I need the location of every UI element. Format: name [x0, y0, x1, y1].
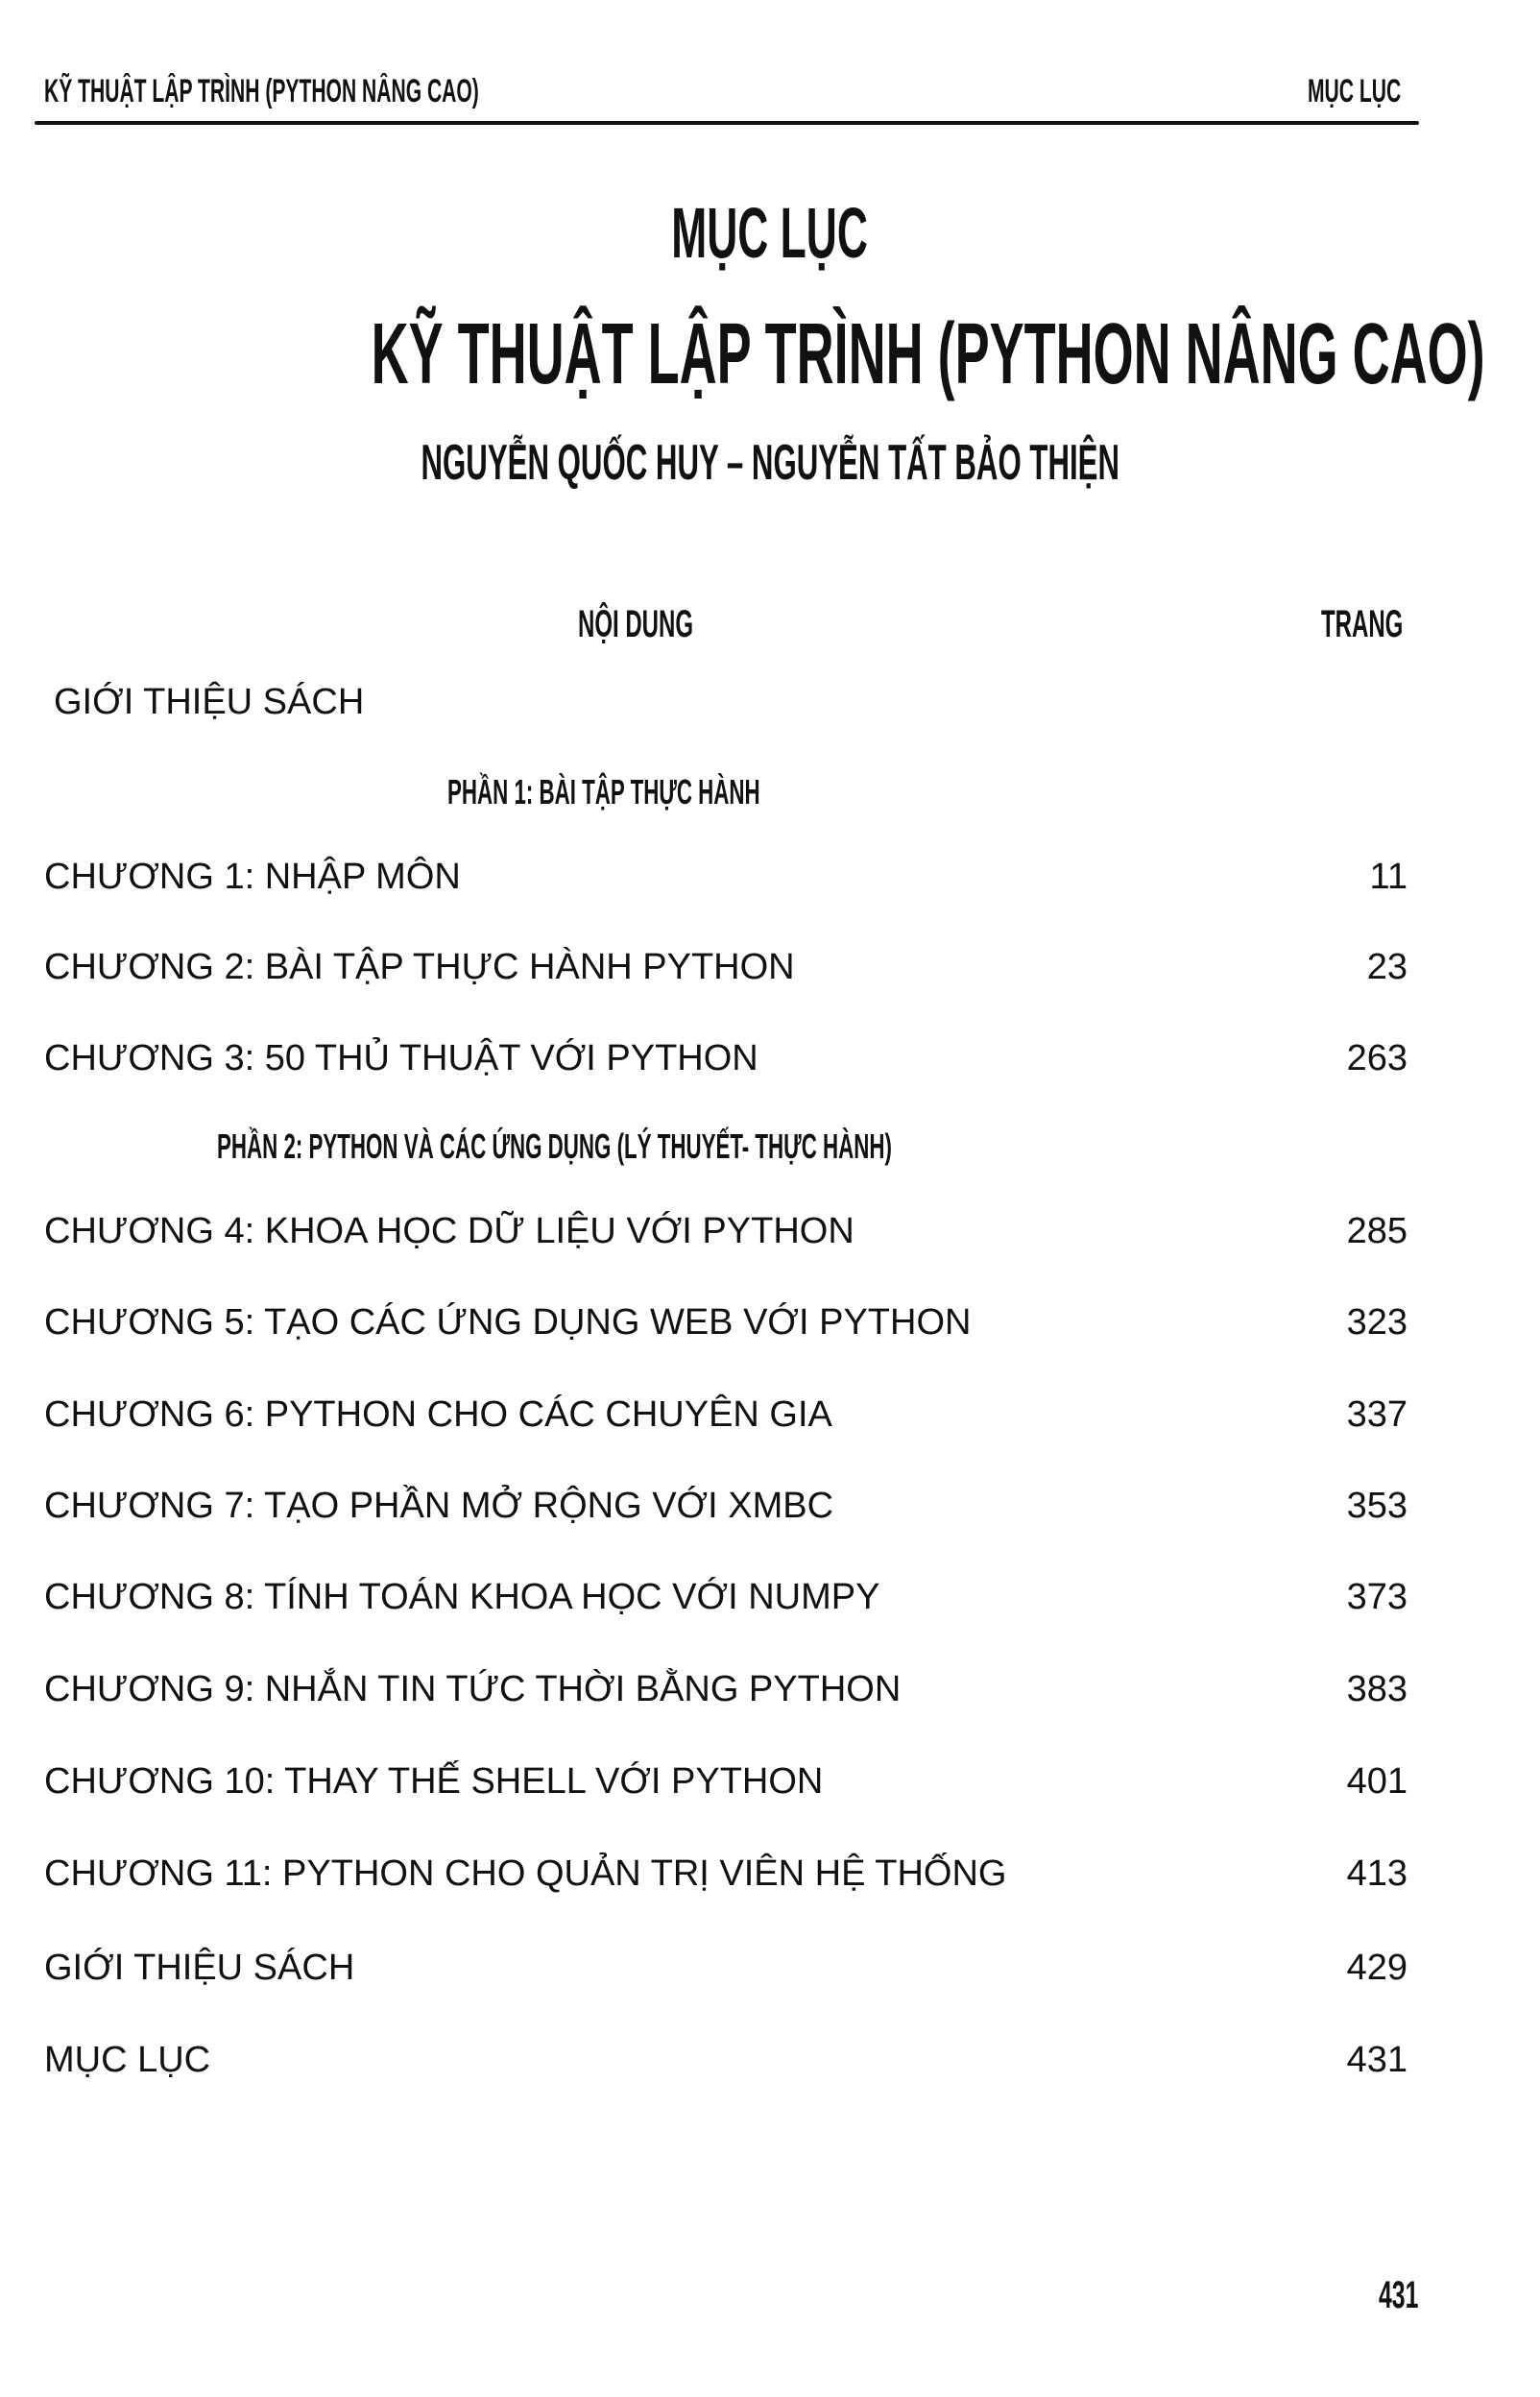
authors-text: NGUYỄN QUỐC HUY – NGUYỄN TẤT BẢO THIỆN: [421, 435, 1119, 491]
toc-entry: [44, 1853, 1408, 1901]
toc-entry-label: CHƯƠNG 10: THAY THẾ SHELL VỚI PYTHON: [44, 1761, 824, 1802]
toc-entry-page: 413: [1346, 1853, 1408, 1894]
page-title-text: MỤC LỤC: [671, 193, 869, 273]
toc-entry-label: CHƯƠNG 5: TẠO CÁC ỨNG DỤNG WEB VỚI PYTHON: [44, 1302, 972, 1343]
toc-entry: [44, 857, 1408, 905]
toc-entry-label: CHƯƠNG 2: BÀI TẬP THỰC HÀNH PYTHON: [44, 947, 795, 987]
page-number-text: 431: [1379, 2274, 1419, 2316]
toc-entry: [44, 1394, 1408, 1442]
toc-entry: [44, 1948, 1408, 1996]
running-header-section: [1308, 73, 1458, 110]
authors: [0, 434, 1540, 492]
part-2-heading-text: PHẦN 2: PYTHON VÀ CÁC ỨNG DỤNG (LÝ THUYẾT- THỰC HÀNH): [217, 1126, 892, 1166]
toc-entry-label: CHƯƠNG 11: PYTHON CHO QUẢN TRỊ VIÊN HỆ THỐNG: [44, 1853, 1007, 1894]
part-1-heading-text: PHẦN 1: BÀI TẬP THỰC HÀNH: [447, 772, 760, 811]
toc-entry-page: 285: [1346, 1211, 1408, 1251]
column-header-content: [578, 603, 770, 646]
book-title: [0, 305, 1540, 404]
toc-intro: [54, 682, 1417, 730]
toc-entry: [44, 1669, 1408, 1717]
column-header-page-text: TRANG: [1321, 603, 1404, 645]
toc-entry: [44, 1577, 1408, 1625]
toc-entry-page: 429: [1346, 1948, 1408, 1988]
page-title: [0, 192, 1540, 274]
toc-entry-page: 373: [1346, 1577, 1408, 1617]
toc-entry: [44, 1038, 1408, 1086]
toc-entry: [44, 1486, 1408, 1534]
book-title-text: KỸ THUẬT LẬP TRÌNH (PYTHON NÂNG CAO): [371, 306, 1485, 402]
toc-entry-label: CHƯƠNG 3: 50 THỦ THUẬT VỚI PYTHON: [44, 1038, 758, 1078]
page-number: [1379, 2274, 1443, 2317]
running-header-title: [44, 73, 745, 110]
toc-entry: [44, 1302, 1408, 1350]
toc-entry-page: 11: [1369, 857, 1408, 897]
toc-entry-page: 401: [1346, 1761, 1408, 1802]
toc-entry: [44, 1761, 1408, 1809]
toc-entry-page: 431: [1346, 2040, 1408, 2080]
toc-intro-label: GIỚI THIỆU SÁCH: [54, 682, 365, 722]
toc-entry-page: 383: [1346, 1669, 1408, 1709]
toc-entry: [44, 947, 1408, 995]
toc-entry-label: MỤC LỤC: [44, 2040, 211, 2080]
toc-entry: [44, 2040, 1408, 2088]
toc-entry-label: CHƯƠNG 7: TẠO PHẦN MỞ RỘNG VỚI XMBC: [44, 1486, 834, 1526]
toc-entry-page: 337: [1346, 1394, 1408, 1435]
toc-entry-page: 353: [1346, 1486, 1408, 1526]
toc-entry-label: CHƯƠNG 8: TÍNH TOÁN KHOA HỌC VỚI NUMPY: [44, 1577, 880, 1617]
toc-entry-label: CHƯƠNG 6: PYTHON CHO CÁC CHUYÊN GIA: [44, 1394, 832, 1435]
toc-entry-page: 323: [1346, 1302, 1408, 1343]
column-header-content-text: NỘI DUNG: [578, 603, 693, 645]
running-header-title-text: KỸ THUẬT LẬP TRÌNH (PYTHON NÂNG CAO): [44, 73, 479, 109]
part-1-heading: [447, 772, 951, 812]
toc-entry-label: CHƯƠNG 1: NHẬP MÔN: [44, 857, 461, 897]
header-rule: [35, 121, 1419, 125]
running-header-section-text: MỤC LỤC: [1308, 73, 1402, 109]
toc-entry-page: 23: [1366, 947, 1408, 987]
column-header-page: [1321, 603, 1457, 646]
toc-entry-label: CHƯƠNG 4: KHOA HỌC DỮ LIỆU VỚI PYTHON: [44, 1211, 854, 1251]
toc-entry-page: 263: [1346, 1038, 1408, 1078]
toc-entry: [44, 1211, 1408, 1259]
toc-entry-label: CHƯƠNG 9: NHẮN TIN TỨC THỜI BẰNG PYTHON: [44, 1669, 902, 1709]
toc-entry-label: GIỚI THIỆU SÁCH: [44, 1948, 355, 1988]
part-2-heading: [217, 1126, 1306, 1167]
